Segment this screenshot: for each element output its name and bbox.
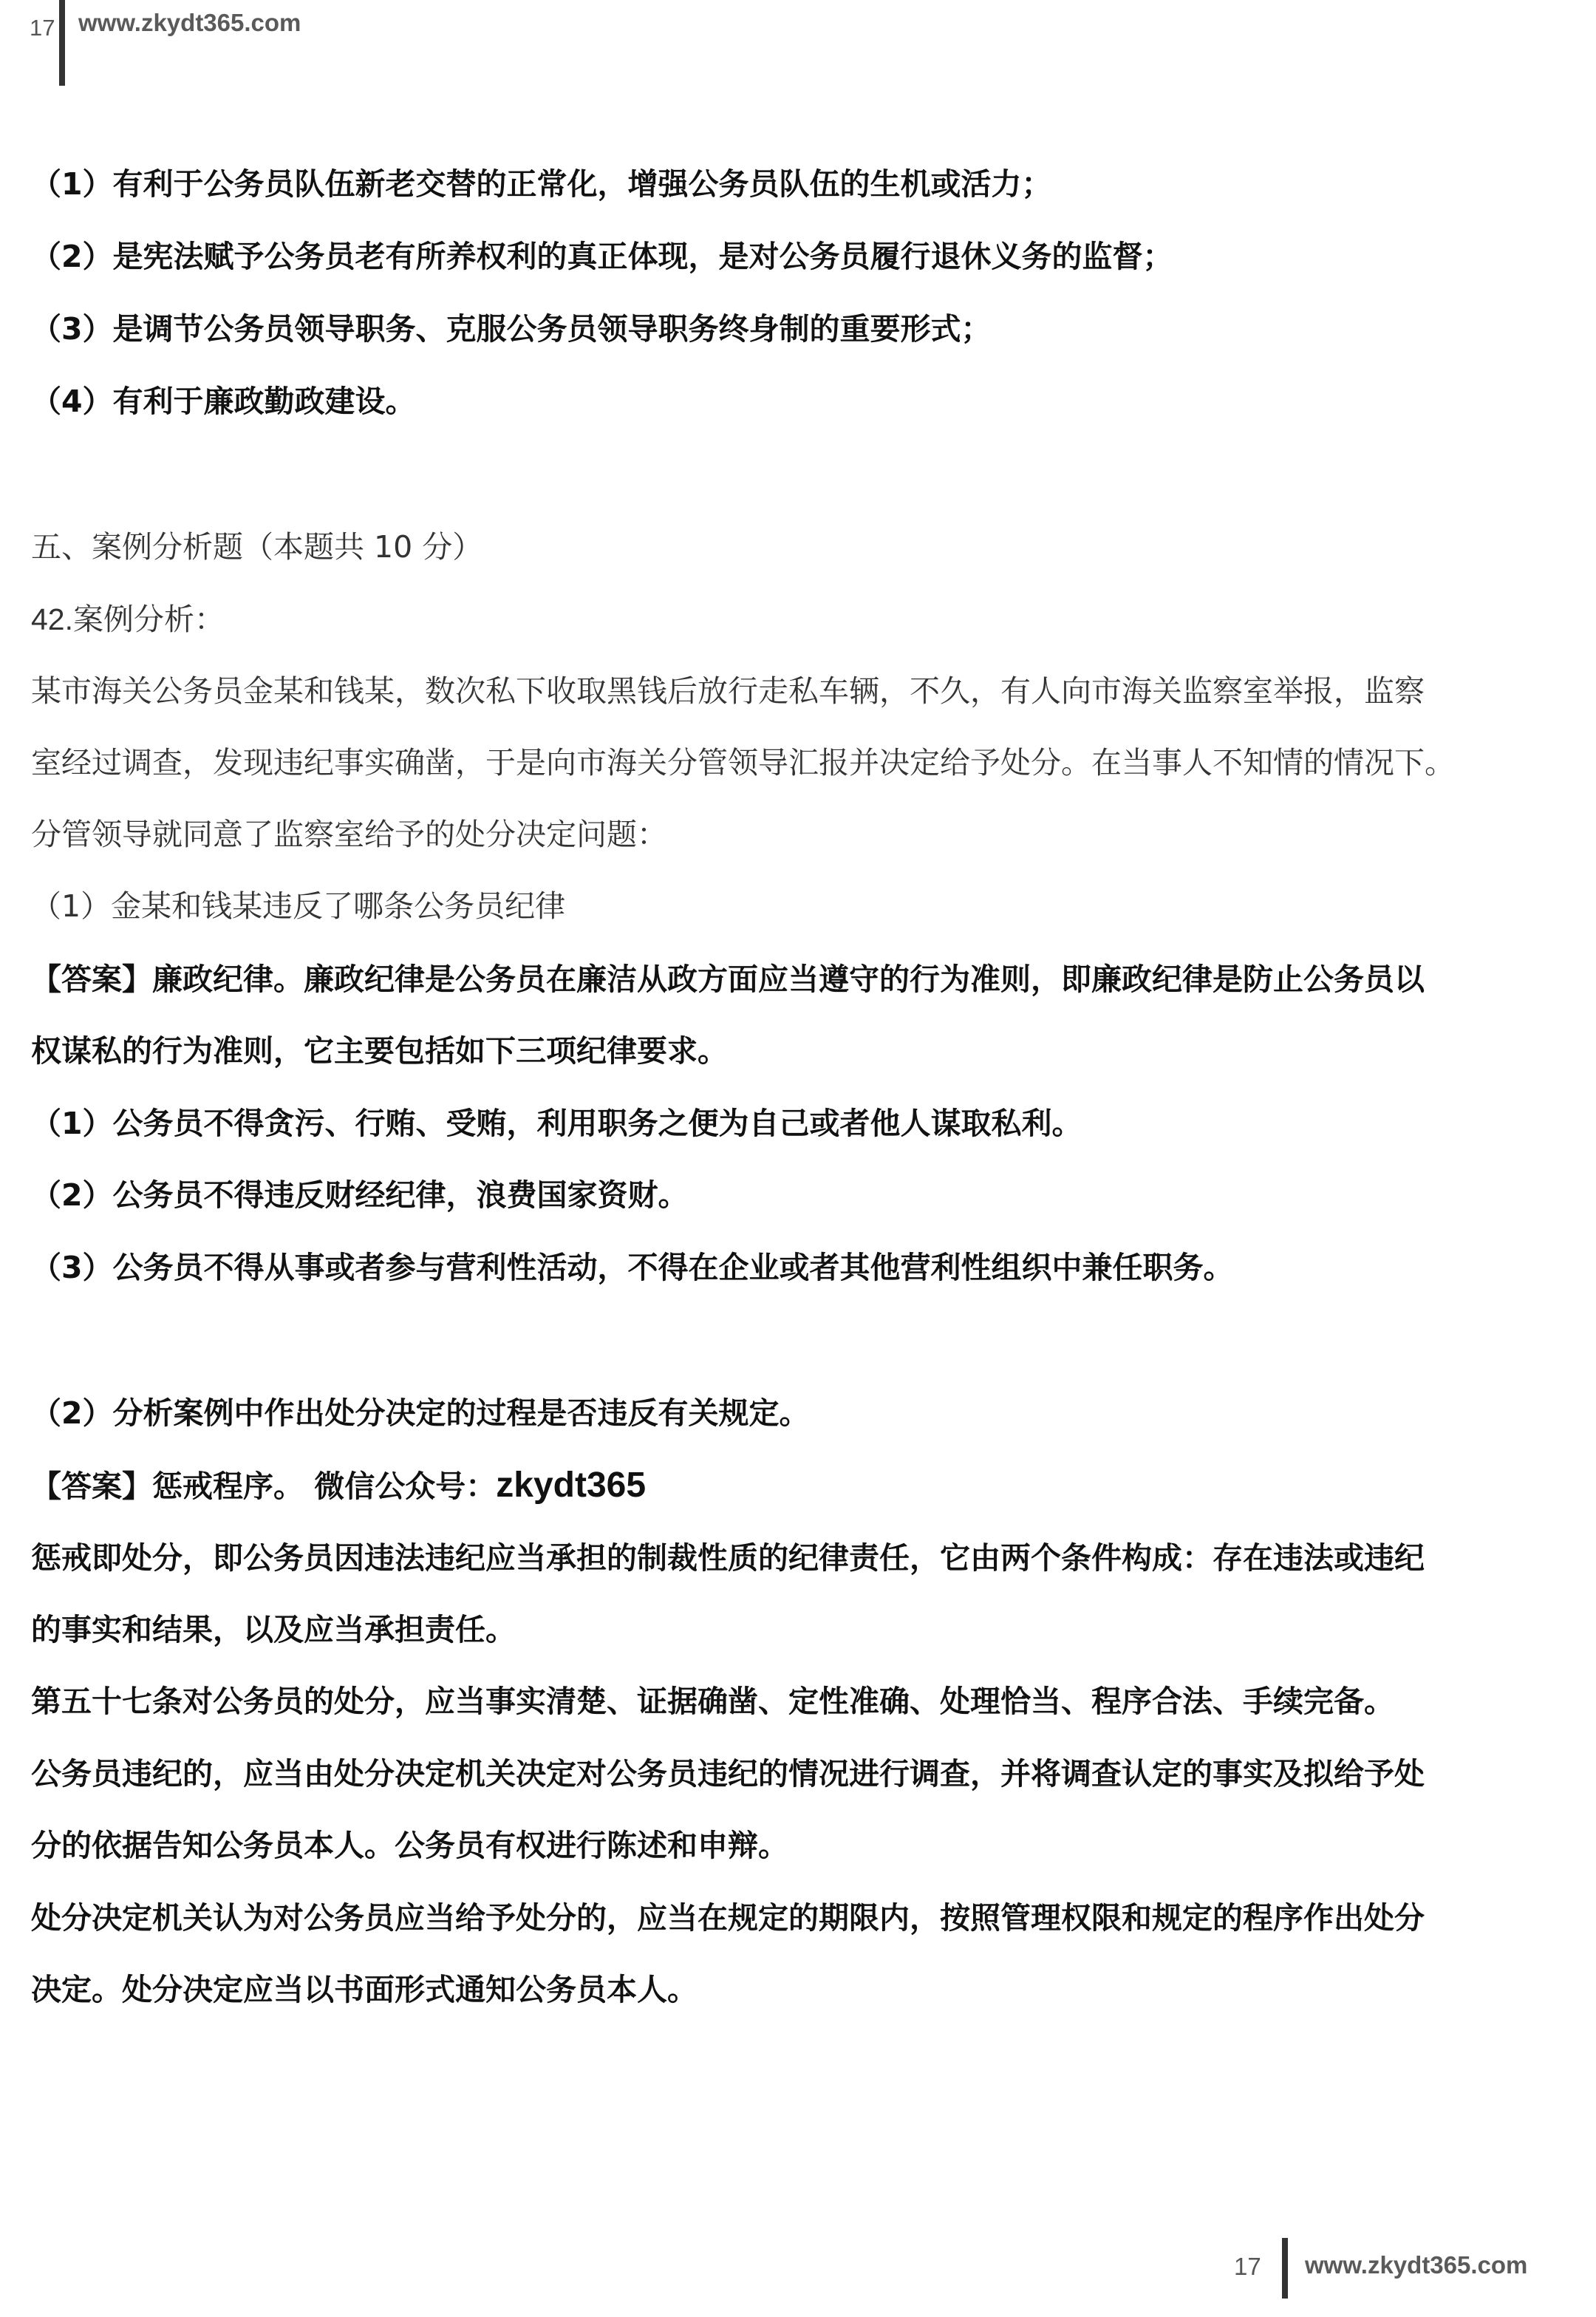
answer-2-line: 决定。处分决定应当以书面形式通知公务员本人。: [31, 1972, 698, 2007]
answer-1-item: （3）公务员不得从事或者参与营利性活动，不得在企业或者其他营利性组织中兼任职务。: [31, 1250, 1234, 1285]
answer-2-line: 处分决定机关认为对公务员应当给予处分的，应当在规定的期限内，按照管理权限和规定的程序作出处分: [31, 1900, 1425, 1936]
header-page-number: 17: [30, 15, 55, 41]
footer-page-number: 17: [1234, 2253, 1261, 2280]
header-divider: [59, 0, 65, 86]
answer-2-line: 的事实和结果，以及应当承担责任。: [31, 1612, 516, 1647]
question-number: 42.: [31, 602, 73, 636]
section-heading: 五、案例分析题（本题共 10 分）: [31, 529, 483, 565]
list-item: （3）是调节公务员领导职务、克服公务员领导职务终身制的重要形式；: [31, 311, 992, 347]
list-item: （2）是宪法赋予公务员老有所养权利的真正体现，是对公务员履行退休义务的监督；: [31, 239, 1173, 274]
wechat-id: zkydt365: [496, 1466, 647, 1505]
list-item: （4）有利于廉政勤政建设。: [31, 384, 416, 419]
case-line: 室经过调查，发现违纪事实确凿，于是向市海关分管领导汇报并决定给予处分。在当事人不知情的情况下。: [31, 745, 1455, 780]
header-url: www.zkydt365.com: [78, 9, 301, 36]
question-title: 案例分析：: [73, 602, 225, 637]
case-question-1: （1）金某和钱某违反了哪条公务员纪律: [31, 888, 566, 924]
answer-2-label: 【答案】惩戒程序。 微信公众号：: [31, 1469, 497, 1504]
answer-1-line: 【答案】廉政纪律。廉政纪律是公务员在廉洁从政方面应当遵守的行为准则，即廉政纪律是防止公务员以: [31, 962, 1425, 997]
question-heading: [31, 598, 225, 641]
answer-2-line: 第五十七条对公务员的处分，应当事实清楚、证据确凿、定性准确、处理恰当、程序合法、手续完备。: [31, 1684, 1394, 1719]
answer-1-item: （1）公务员不得贪污、行贿、受贿，利用职务之便为自己或者他人谋取私利。: [31, 1106, 1082, 1141]
case-question-2: （2）分析案例中作出处分决定的过程是否违反有关规定。: [31, 1395, 810, 1431]
answer-2-heading: [31, 1464, 646, 1508]
answer-1-line: 权谋私的行为准则，它主要包括如下三项纪律要求。: [31, 1033, 728, 1069]
case-line: 某市海关公务员金某和钱某，数次私下收取黑钱后放行走私车辆，不久，有人向市海关监察室举报，监察: [31, 673, 1425, 709]
case-line: 分管领导就同意了监察室给予的处分决定问题：: [31, 817, 667, 852]
footer-divider: [1282, 2238, 1288, 2299]
answer-1-item: （2）公务员不得违反财经纪律，浪费国家资财。: [31, 1177, 689, 1213]
footer-url: www.zkydt365.com: [1305, 2251, 1528, 2279]
list-item: （1）有利于公务员队伍新老交替的正常化，增强公务员队伍的生机或活力；: [31, 166, 1052, 202]
answer-2-line: 惩戒即处分，即公务员因违法违纪应当承担的制裁性质的纪律责任，它由两个条件构成：存在违法或违纪: [31, 1540, 1425, 1576]
answer-2-line: 分的依据告知公务员本人。公务员有权进行陈述和申辩。: [31, 1828, 788, 1863]
answer-2-line: 公务员违纪的，应当由处分决定机关决定对公务员违纪的情况进行调查，并将调查认定的事实及拟给予处: [31, 1756, 1425, 1792]
